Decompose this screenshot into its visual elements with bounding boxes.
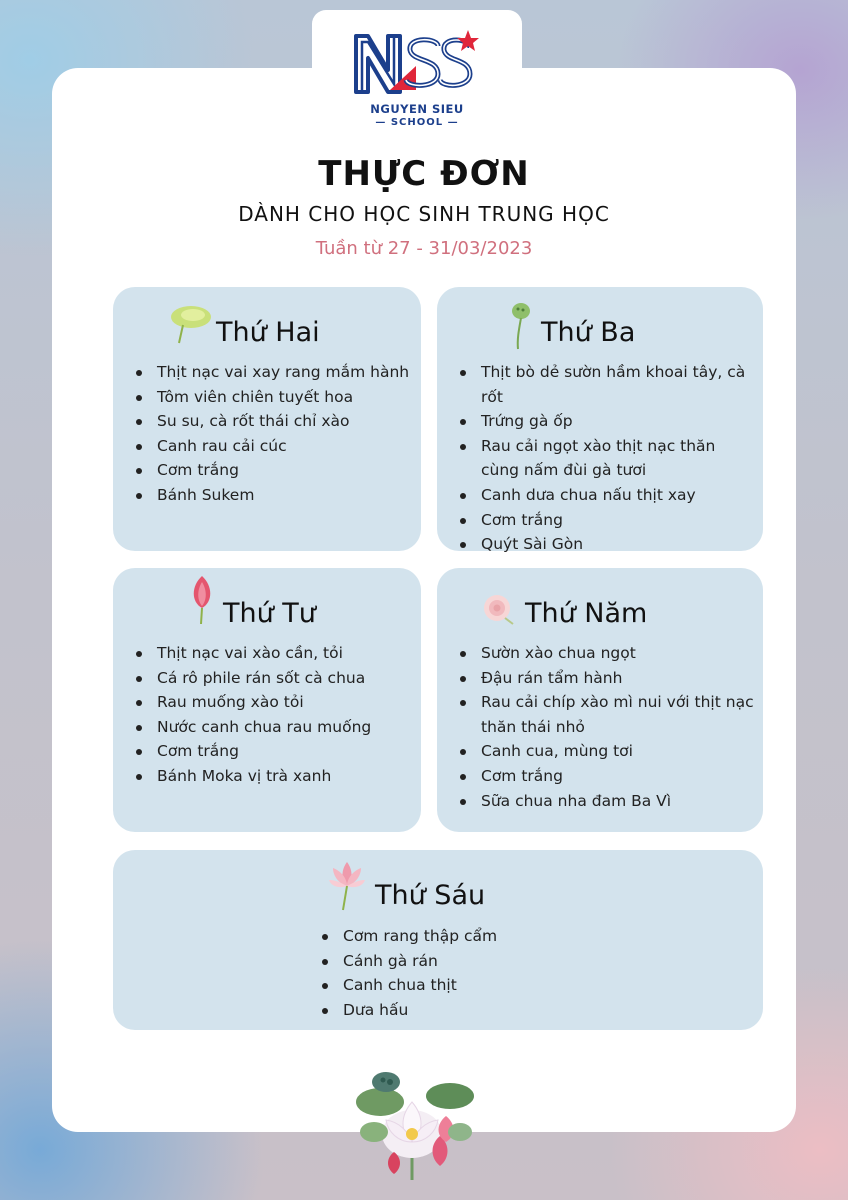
list-item: Đậu rán tẩm hành bbox=[457, 666, 757, 691]
list-item: Thịt bò dẻ sườn hầm khoai tây, cà rốt bbox=[457, 360, 757, 409]
day-title-friday: Thứ Sáu bbox=[375, 880, 486, 911]
list-item: Canh cua, mùng tơi bbox=[457, 739, 757, 764]
list-item: Canh rau cải cúc bbox=[133, 434, 413, 459]
list-item: Cơm trắng bbox=[457, 508, 757, 533]
list-item: Su su, cà rốt thái chỉ xào bbox=[133, 409, 413, 434]
list-item: Cơm rang thập cẩm bbox=[319, 924, 639, 949]
list-item: Thịt nạc vai xay rang mắm hành bbox=[133, 360, 413, 385]
menu-list-wednesday bbox=[133, 641, 413, 789]
day-title-wednesday: Thứ Tư bbox=[223, 598, 316, 629]
list-item: Dưa hấu bbox=[319, 998, 639, 1023]
list-item: Cơm trắng bbox=[133, 739, 413, 764]
list-item: Thịt nạc vai xào cần, tỏi bbox=[133, 641, 413, 666]
logo-school-word: — SCHOOL — bbox=[375, 117, 459, 128]
list-item: Rau cải ngọt xào thịt nạc thăn cùng nấm đùi gà tươi bbox=[457, 434, 757, 483]
list-item: Rau cải chíp xào mì nui với thịt nạc thăn thái nhỏ bbox=[457, 690, 757, 739]
day-card-friday bbox=[113, 850, 763, 1030]
list-item: Trứng gà ốp bbox=[457, 409, 757, 434]
lotus-bud-icon bbox=[187, 574, 217, 626]
list-item: Quýt Sài Gòn bbox=[457, 532, 757, 557]
list-item: Nước canh chua rau muống bbox=[133, 715, 413, 740]
list-item: Cá rô phile rán sốt cà chua bbox=[133, 666, 413, 691]
list-item: Rau muống xào tỏi bbox=[133, 690, 413, 715]
day-card-monday bbox=[113, 287, 421, 551]
day-title-monday: Thứ Hai bbox=[216, 317, 320, 348]
lotus-bouquet-icon bbox=[350, 1062, 480, 1182]
list-item: Cánh gà rán bbox=[319, 949, 639, 974]
list-item: Cơm trắng bbox=[457, 764, 757, 789]
week-range: Tuần từ 27 - 31/03/2023 bbox=[315, 238, 533, 259]
list-item: Tôm viên chiên tuyết hoa bbox=[133, 385, 413, 410]
menu-list-thursday bbox=[457, 641, 757, 813]
school-logo-icon bbox=[350, 26, 482, 98]
day-title-tuesday: Thứ Ba bbox=[541, 317, 636, 348]
day-card-tuesday bbox=[437, 287, 763, 554]
list-item: Sữa chua nha đam Ba Vì bbox=[457, 789, 757, 814]
list-item: Cơm trắng bbox=[133, 458, 413, 483]
day-title-thursday: Thứ Năm bbox=[525, 598, 648, 629]
menu-list-friday bbox=[319, 924, 639, 1022]
list-item: Bánh Sukem bbox=[133, 483, 413, 508]
list-item: Canh dưa chua nấu thịt xay bbox=[457, 483, 757, 508]
logo-school-name: NGUYEN SIEU bbox=[370, 102, 464, 116]
day-card-thursday bbox=[437, 568, 763, 832]
page-title: THỰC ĐƠN bbox=[318, 154, 530, 194]
menu-list-monday bbox=[133, 360, 413, 508]
list-item: Canh chua thịt bbox=[319, 973, 639, 998]
menu-list-tuesday bbox=[457, 360, 757, 557]
day-card-wednesday bbox=[113, 568, 421, 832]
lotus-bloom-icon bbox=[325, 856, 369, 912]
list-item: Bánh Moka vị trà xanh bbox=[133, 764, 413, 789]
page-subtitle: DÀNH CHO HỌC SINH TRUNG HỌC bbox=[238, 202, 610, 226]
list-item: Sườn xào chua ngọt bbox=[457, 641, 757, 666]
lotus-leaf-icon bbox=[167, 301, 215, 345]
lotus-pod-icon bbox=[507, 301, 535, 351]
lotus-flower-icon bbox=[477, 592, 517, 626]
